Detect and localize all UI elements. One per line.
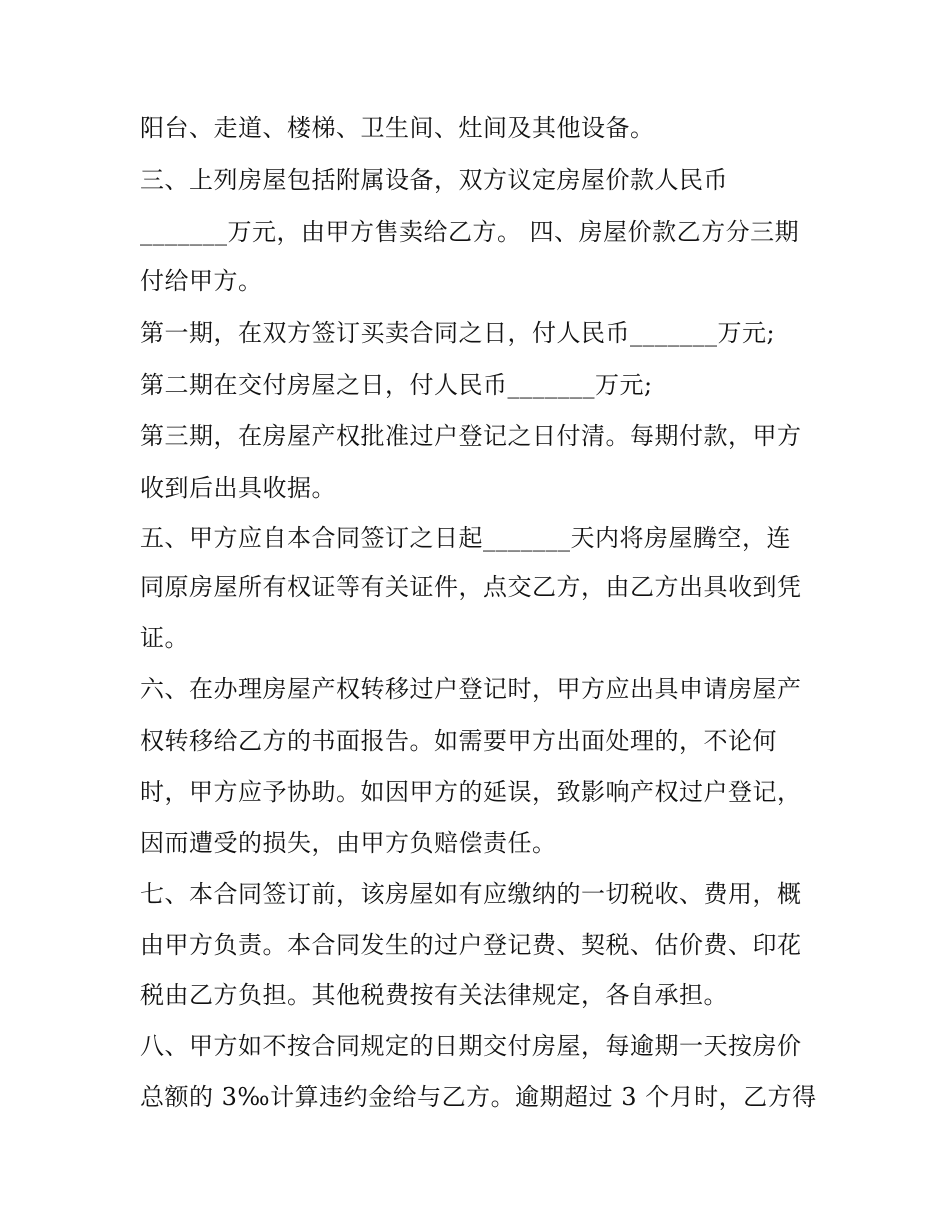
text-line: 八、甲方如不按合同规定的日期交付房屋，每逾期一天按房价 xyxy=(140,1032,802,1060)
text-line: 第一期，在双方签订买卖合同之日，付人民币_______万元; xyxy=(140,319,776,347)
text-line: 由甲方负责。本合同发生的过户登记费、契税、估价费、印花 xyxy=(140,931,802,959)
text-line: 三、上列房屋包括附属设备，双方议定房屋价款人民币 xyxy=(140,166,728,194)
text-line: 同原房屋所有权证等有关证件，点交乙方，由乙方出具收到凭 xyxy=(140,573,802,601)
text-line: 证。 xyxy=(140,624,189,652)
text-line: 第三期，在房屋产权批准过户登记之日付清。每期付款，甲方 xyxy=(140,422,802,450)
text-line: 总额的 3‰计算违约金给与乙方。逾期超过 3 个月时，乙方得 xyxy=(140,1083,817,1111)
text-line: 权转移给乙方的书面报告。如需要甲方出面处理的，不论何 xyxy=(140,727,777,755)
text-line: 阳台、走道、楼梯、卫生间、灶间及其他设备。 xyxy=(140,114,655,142)
text-line: 收到后出具收据。 xyxy=(140,474,336,502)
text-line: 七、本合同签订前，该房屋如有应缴纳的一切税收、费用，概 xyxy=(140,880,802,908)
text-line: 六、在办理房屋产权转移过户登记时，甲方应出具申请房屋产 xyxy=(140,675,802,703)
text-line: 时，甲方应予协助。如因甲方的延误，致影响产权过户登记， xyxy=(140,778,802,806)
text-line: 税由乙方负担。其他税费按有关法律规定，各自承担。 xyxy=(140,981,728,1009)
text-line: _______万元，由甲方售卖给乙方。 四、房屋价款乙方分三期 xyxy=(140,218,800,246)
text-line: 因而遭受的损失，由甲方负赔偿责任。 xyxy=(140,829,557,857)
text-line: 第二期在交付房屋之日，付人民币_______万元; xyxy=(140,371,653,399)
text-line: 付给甲方。 xyxy=(140,267,263,295)
text-line: 五、甲方应自本合同签订之日起_______天内将房屋腾空，连 xyxy=(140,524,791,552)
